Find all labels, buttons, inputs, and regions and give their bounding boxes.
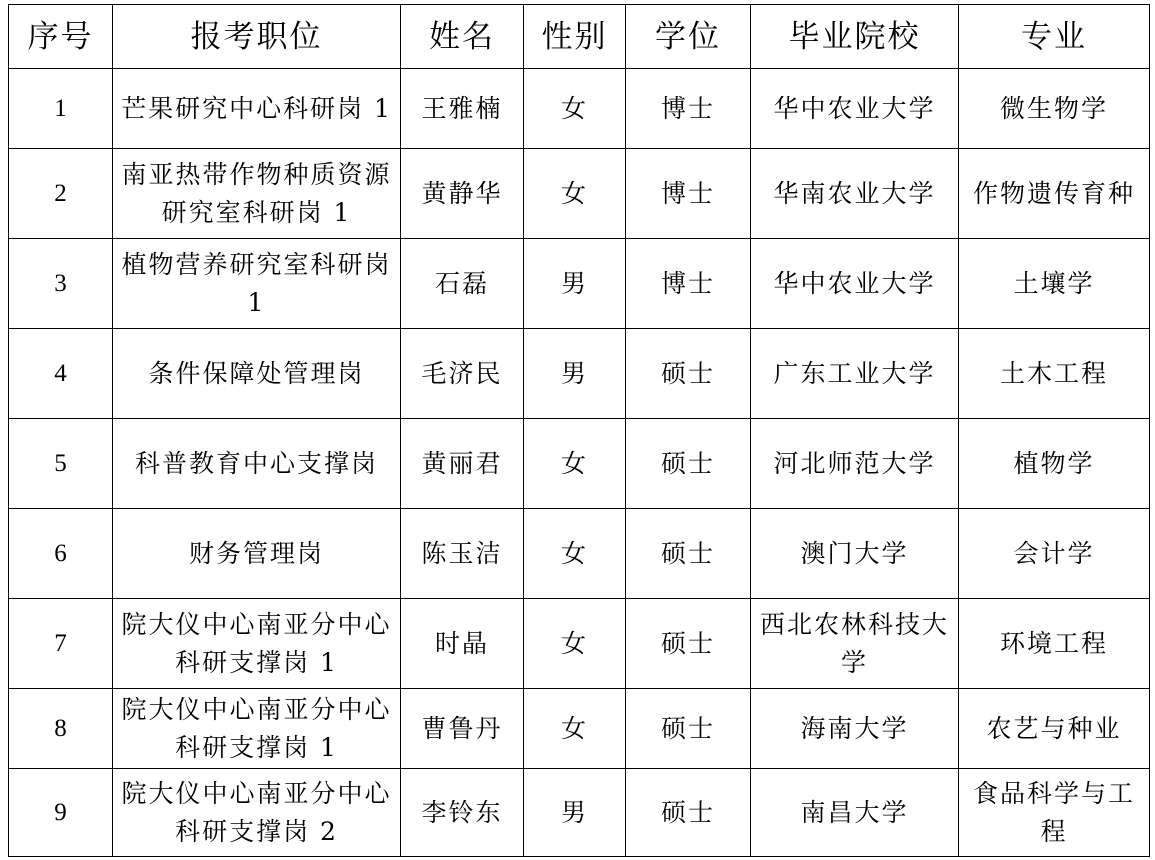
cell-major: 植物学 [959,419,1150,509]
header-seq: 序号 [9,5,113,69]
cell-name: 黄静华 [401,149,524,239]
cell-school: 海南大学 [751,689,959,769]
header-gender: 性别 [524,5,626,69]
table-row [9,239,1150,329]
cell-name: 陈玉洁 [401,509,524,599]
cell-position: 院大仪中心南亚分中心科研支撑岗 1 [113,689,401,769]
cell-degree: 硕士 [626,599,751,689]
cell-position: 芒果研究中心科研岗 1 [113,69,401,149]
cell-gender: 女 [524,509,626,599]
cell-degree: 博士 [626,239,751,329]
cell-name: 石磊 [401,239,524,329]
header-position: 报考职位 [113,5,401,69]
cell-school: 西北农林科技大学 [751,599,959,689]
cell-seq: 2 [9,149,113,239]
cell-name: 曹鲁丹 [401,689,524,769]
cell-major: 土木工程 [959,329,1150,419]
cell-school: 华南农业大学 [751,149,959,239]
header-name: 姓名 [401,5,524,69]
header-school: 毕业院校 [751,5,959,69]
table-row [9,69,1150,149]
cell-seq: 9 [9,769,113,857]
cell-seq: 5 [9,419,113,509]
cell-school: 澳门大学 [751,509,959,599]
cell-major: 土壤学 [959,239,1150,329]
cell-school: 华中农业大学 [751,239,959,329]
cell-seq: 7 [9,599,113,689]
table-row [9,419,1150,509]
cell-name: 毛济民 [401,329,524,419]
cell-gender: 男 [524,769,626,857]
cell-school: 广东工业大学 [751,329,959,419]
cell-seq: 4 [9,329,113,419]
table-row [9,509,1150,599]
cell-name: 时晶 [401,599,524,689]
cell-position: 植物营养研究室科研岗 1 [113,239,401,329]
cell-degree: 硕士 [626,689,751,769]
cell-position: 院大仪中心南亚分中心科研支撑岗 1 [113,599,401,689]
cell-position: 财务管理岗 [113,509,401,599]
cell-seq: 8 [9,689,113,769]
table-row [9,769,1150,857]
cell-degree: 硕士 [626,509,751,599]
header-row [9,5,1150,69]
cell-school: 南昌大学 [751,769,959,857]
cell-seq: 6 [9,509,113,599]
table-row [9,149,1150,239]
cell-school: 河北师范大学 [751,419,959,509]
cell-school: 华中农业大学 [751,69,959,149]
table-row [9,689,1150,769]
table-row [9,329,1150,419]
cell-gender: 女 [524,149,626,239]
header-degree: 学位 [626,5,751,69]
cell-seq: 3 [9,239,113,329]
cell-position: 条件保障处管理岗 [113,329,401,419]
cell-degree: 硕士 [626,329,751,419]
cell-major: 微生物学 [959,69,1150,149]
cell-major: 环境工程 [959,599,1150,689]
cell-gender: 男 [524,329,626,419]
cell-gender: 女 [524,419,626,509]
cell-seq: 1 [9,69,113,149]
cell-major: 农艺与种业 [959,689,1150,769]
cell-gender: 男 [524,239,626,329]
cell-name: 王雅楠 [401,69,524,149]
cell-position: 南亚热带作物种质资源研究室科研岗 1 [113,149,401,239]
cell-position: 科普教育中心支撑岗 [113,419,401,509]
cell-name: 李铃东 [401,769,524,857]
cell-major: 会计学 [959,509,1150,599]
cell-degree: 硕士 [626,769,751,857]
cell-gender: 女 [524,689,626,769]
header-major: 专业 [959,5,1150,69]
cell-degree: 硕士 [626,419,751,509]
cell-gender: 女 [524,599,626,689]
table-row [9,599,1150,689]
cell-name: 黄丽君 [401,419,524,509]
cell-position: 院大仪中心南亚分中心科研支撑岗 2 [113,769,401,857]
cell-degree: 博士 [626,149,751,239]
recruitment-table [8,4,1150,857]
cell-gender: 女 [524,69,626,149]
cell-degree: 博士 [626,69,751,149]
cell-major: 作物遗传育种 [959,149,1150,239]
cell-major: 食品科学与工程 [959,769,1150,857]
